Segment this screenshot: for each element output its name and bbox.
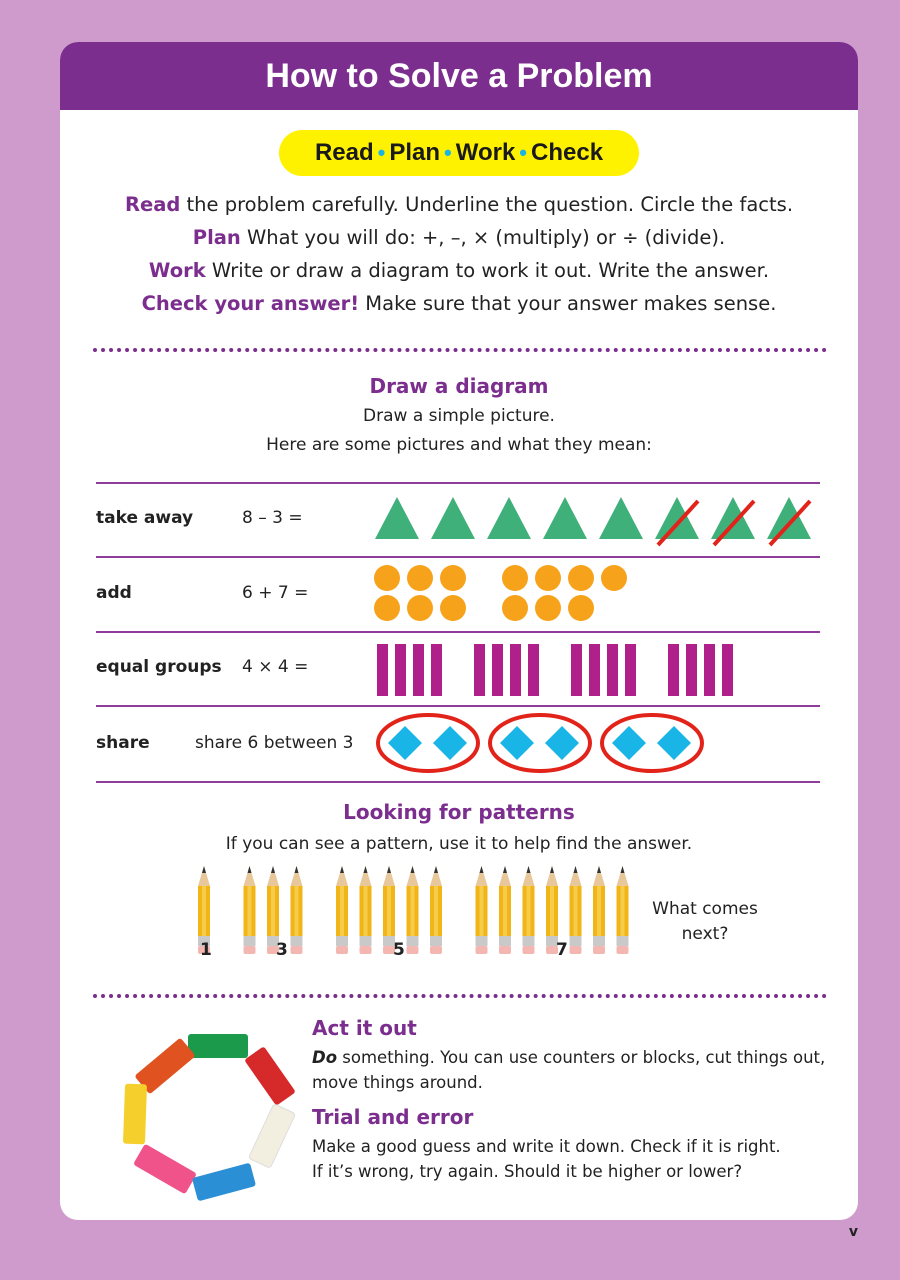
pencil-icon	[244, 866, 256, 954]
pencil-icon	[617, 866, 629, 954]
bar-icon	[668, 644, 679, 696]
trial-text: Make a good guess and write it down. Check if it is right. If it’s wrong, try again. Should it be higher or lower?	[312, 1137, 781, 1181]
act-text: Do something. You can use counters or blocks, cut things out, move things around.	[312, 1048, 826, 1092]
pencils-illustration	[180, 864, 650, 964]
row-label-equal-groups: equal groups	[96, 657, 222, 677]
dotted-divider	[93, 994, 827, 998]
diamond-icon	[433, 726, 467, 760]
pencil-icon	[476, 866, 488, 954]
bar-icon	[686, 644, 697, 696]
block-icon	[133, 1144, 197, 1195]
pill-check: Check	[531, 139, 604, 166]
bar-icon	[722, 644, 733, 696]
page-card	[60, 42, 858, 1220]
trial-title: Trial and error	[312, 1105, 474, 1129]
step-read: Read the problem carefully. Underline the question. Circle the facts.	[124, 193, 794, 216]
bar-icon	[589, 644, 600, 696]
bar-icon	[474, 644, 485, 696]
diagram-pictures	[60, 42, 858, 802]
act-title: Act it out	[312, 1016, 417, 1040]
pill-plan: Plan	[389, 139, 441, 166]
diamond-icon	[500, 726, 534, 760]
circle-icon	[407, 595, 433, 621]
circle-icon	[601, 565, 627, 591]
circles-group	[374, 565, 627, 621]
pencil-icon	[407, 866, 419, 954]
circle-icon	[568, 595, 594, 621]
bar-icon	[625, 644, 636, 696]
pencil-icon	[499, 866, 511, 954]
circle-icon	[440, 595, 466, 621]
diamond-icon	[545, 726, 579, 760]
pencil-icon	[291, 866, 303, 954]
pill-read: Read	[314, 139, 374, 166]
page-number: v	[848, 1224, 858, 1240]
row-equation: 6 + 7 =	[242, 583, 309, 603]
triangle-icon	[375, 497, 419, 539]
bar-icon	[571, 644, 582, 696]
triangle-icon	[655, 497, 699, 539]
patterns-title: Looking for patterns	[343, 800, 575, 824]
bar-icon	[510, 644, 521, 696]
circle-icon	[374, 565, 400, 591]
block-icon	[244, 1046, 296, 1106]
pencil-icon	[360, 866, 372, 954]
pattern-number: 5	[393, 940, 405, 960]
bar-icon	[704, 644, 715, 696]
row-equation: 4 × 4 =	[242, 657, 309, 677]
blocks-ring-illustration	[120, 1024, 300, 1204]
row-equation: share 6 between 3	[195, 733, 354, 753]
pencil-icon	[593, 866, 605, 954]
bullet-icon: •	[519, 140, 527, 165]
bar-icon	[431, 644, 442, 696]
share-group	[378, 715, 702, 771]
diagram-line-2: Here are some pictures and what they mean:	[266, 435, 652, 455]
block-icon	[192, 1163, 256, 1202]
row-equation: 8 – 3 =	[242, 508, 303, 528]
block-icon	[248, 1104, 295, 1169]
bar-icon	[377, 644, 388, 696]
circle-icon	[374, 595, 400, 621]
pattern-number: 1	[200, 940, 212, 960]
circle-icon	[502, 565, 528, 591]
step-work: Work Write or draw a diagram to work it out. Write the answer.	[148, 259, 770, 282]
bar-icon	[492, 644, 503, 696]
pencil-icon	[336, 866, 348, 954]
circle-icon	[407, 565, 433, 591]
triangle-icon	[431, 497, 475, 539]
pattern-number: 7	[556, 940, 568, 960]
diagram-title: Draw a diagram	[369, 374, 549, 398]
patterns-text: If you can see a pattern, use it to help find the answer.	[225, 834, 693, 854]
triangle-icon	[711, 497, 755, 539]
pattern-number: 3	[276, 940, 288, 960]
row-label-take-away: take away	[96, 508, 194, 528]
pencil-icon	[430, 866, 442, 954]
triangle-icon	[487, 497, 531, 539]
row-label-share: share	[96, 733, 150, 753]
bar-icon	[528, 644, 539, 696]
step-check: Check your answer! Make sure that your answer makes sense.	[141, 292, 777, 315]
circle-icon	[535, 595, 561, 621]
diamond-icon	[388, 726, 422, 760]
block-icon	[123, 1084, 147, 1145]
bar-icon	[395, 644, 406, 696]
pencil-icon	[570, 866, 582, 954]
circle-icon	[568, 565, 594, 591]
page-title: How to Solve a Problem	[60, 42, 858, 110]
diagram-line-1: Draw a simple picture.	[363, 406, 555, 426]
step-plan: Plan What you will do: +, –, × (multiply) or ÷ (divide).	[192, 226, 726, 249]
bar-icon	[607, 644, 618, 696]
what-comes-next: What comes next?	[652, 899, 758, 944]
row-label-add: add	[96, 583, 132, 603]
circle-icon	[440, 565, 466, 591]
triangle-icon	[599, 497, 643, 539]
diamond-icon	[612, 726, 646, 760]
circle-icon	[535, 565, 561, 591]
diamond-icon	[657, 726, 691, 760]
bullet-icon: •	[444, 140, 452, 165]
pill-work: Work	[455, 139, 516, 166]
pencil-icon	[523, 866, 535, 954]
circle-icon	[502, 595, 528, 621]
triangle-icon	[543, 497, 587, 539]
bars-group	[377, 644, 733, 696]
block-icon	[188, 1034, 248, 1058]
bar-icon	[413, 644, 424, 696]
triangle-icon	[767, 497, 811, 539]
bullet-icon: •	[377, 140, 386, 165]
triangles-group	[375, 497, 811, 545]
